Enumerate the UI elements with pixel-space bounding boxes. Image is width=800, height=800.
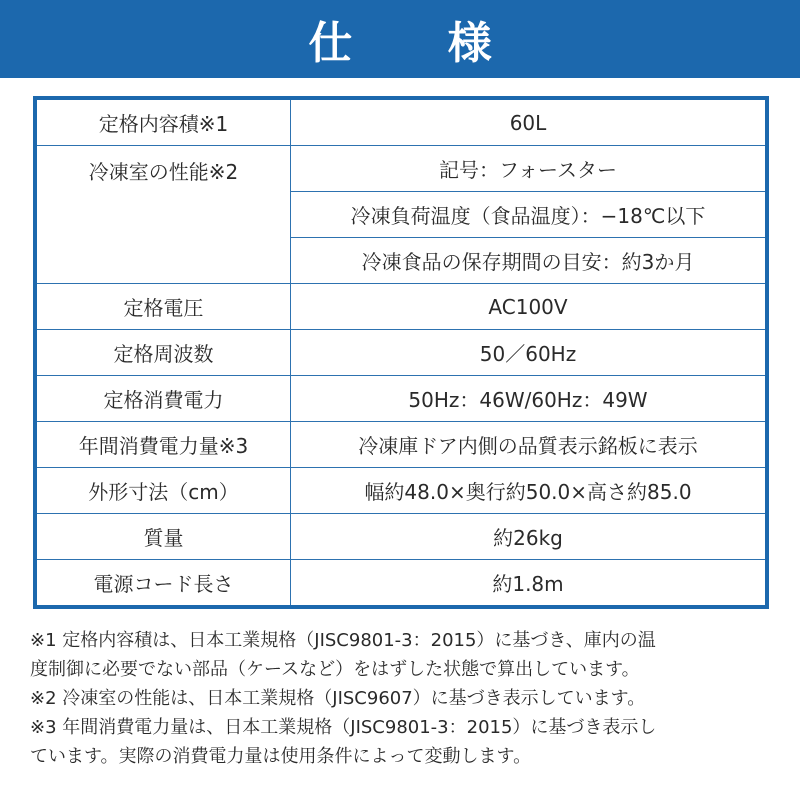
table-row	[35, 514, 767, 560]
row-label: 外形寸法（cm）	[35, 468, 291, 514]
row-label: 定格内容積※1	[35, 98, 291, 146]
row-label: 定格消費電力	[35, 376, 291, 422]
row-label: 質量	[35, 514, 291, 560]
spec-table	[33, 96, 769, 609]
row-value: 冷凍食品の保存期間の目安：約3か月	[291, 238, 768, 284]
footnotes	[30, 626, 780, 771]
header-banner	[0, 0, 800, 78]
row-label: 年間消費電力量※3	[35, 422, 291, 468]
footnote-line: ※2 冷凍室の性能は、日本工業規格（JISC9607）に基づき表示しています。	[30, 688, 646, 709]
footnote-line: ※1 定格内容積は、日本工業規格（JISC9801-3：2015）に基づき、庫内の温	[30, 630, 656, 651]
table-row	[35, 146, 767, 192]
table-row	[35, 468, 767, 514]
row-value: 記号：フォースター	[291, 146, 768, 192]
row-label: 冷凍室の性能※2	[35, 146, 291, 284]
row-value: 冷凍庫ドア内側の品質表示銘板に表示	[291, 422, 768, 468]
row-value: 50Hz：46W/60Hz：49W	[291, 376, 768, 422]
table-row	[35, 376, 767, 422]
footnote-line: 度制御に必要でない部品（ケースなど）をはずした状態で算出しています。	[30, 659, 640, 680]
table-row	[35, 560, 767, 608]
row-value: 約1.8m	[291, 560, 768, 608]
row-value: 幅約48.0×奥行約50.0×高さ約85.0	[291, 468, 768, 514]
row-value: AC100V	[291, 284, 768, 330]
row-label: 電源コード長さ	[35, 560, 291, 608]
table-row	[35, 422, 767, 468]
row-label: 定格電圧	[35, 284, 291, 330]
row-value: 約26kg	[291, 514, 768, 560]
row-value: 冷凍負荷温度（食品温度）：−18℃以下	[291, 192, 768, 238]
footnote-line: ています。実際の消費電力量は使用条件によって変動します。	[30, 746, 532, 767]
table-row	[35, 284, 767, 330]
table-row	[35, 330, 767, 376]
table-row	[35, 98, 767, 146]
row-value: 60L	[291, 98, 768, 146]
footnote-line: ※3 年間消費電力量は、日本工業規格（JISC9801-3：2015）に基づき表示し	[30, 717, 657, 738]
page-title: 仕 様	[308, 18, 532, 69]
row-label: 定格周波数	[35, 330, 291, 376]
row-value: 50／60Hz	[291, 330, 768, 376]
